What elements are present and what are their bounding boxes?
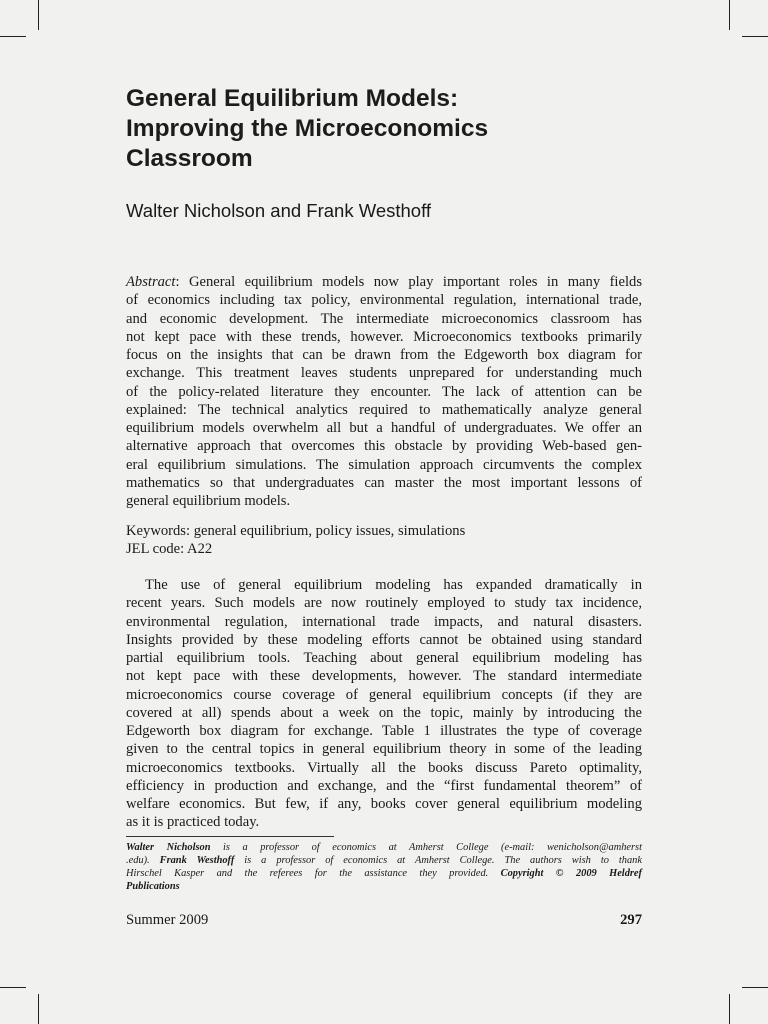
abstract-line: of economics including tax policy, environmental regulation, international trade, xyxy=(126,292,642,309)
abstract-line: of the policy-related literature they encounter. The lack of attention can be xyxy=(126,383,642,400)
footnote xyxy=(126,841,642,893)
body-line: recent years. Such models are now routinely employed to study tax incidence, xyxy=(126,595,642,612)
body-line: The use of general equilibrium modeling has expanded dramatically in xyxy=(145,577,642,593)
crop-mark xyxy=(729,0,730,30)
title-line: Improving the Microeconomics xyxy=(126,115,489,142)
issue-season: Summer 2009 xyxy=(126,912,209,928)
footnote-text: is a professor of economics at Amherst College. The authors wish to thank xyxy=(234,855,642,866)
body-line: partial equilibrium tools. Teaching about general equilibrium modeling has xyxy=(126,650,642,666)
footnote-line xyxy=(126,854,642,867)
body-line: Insights provided by these modeling efforts cannot be obtained using standard xyxy=(126,631,642,648)
footnote-publisher: Publications xyxy=(126,881,180,892)
abstract-line: eral equilibrium simulations. The simulation approach circumvents the complex xyxy=(126,456,642,473)
page-number: 297 xyxy=(620,912,642,928)
abstract-line: focus on the insights that can be drawn from the Edgeworth box diagram for xyxy=(126,347,642,363)
body-paragraph xyxy=(126,576,642,832)
abstract-line: mathematics so that undergraduates can master the most important lessons of xyxy=(126,474,642,491)
abstract-line: and economic development. The intermediate microeconomics classroom has xyxy=(126,310,642,327)
jel-code: JEL code: A22 xyxy=(126,541,213,558)
crop-mark xyxy=(742,987,768,988)
body-line: covered at all) spends about a week on the topic, mainly by introducing the xyxy=(126,704,642,721)
abstract-line: not kept pace with these trends, however. Microeconomics textbooks primarily xyxy=(126,328,642,345)
body-line: welfare economics. But few, if any, books cover general equilibrium modeling xyxy=(126,796,642,812)
abstract-line xyxy=(126,273,642,291)
body-line: efficiency in production and exchange, and the “first fundamental theorem” of xyxy=(126,777,642,794)
abstract-line: exchange. This treatment leaves students unprepared for understanding much xyxy=(126,365,642,382)
body-line: given to the central topics in general equilibrium theory in some of the leading xyxy=(126,741,642,758)
abstract-line: explained: The technical analytics required to mathematically analyze general xyxy=(126,401,642,418)
body-line: as it is practiced today. xyxy=(126,814,260,831)
footnote-line xyxy=(126,867,642,880)
keywords: Keywords: general equilibrium, policy issues, simulations xyxy=(126,523,466,539)
abstract-label: Abstract xyxy=(126,274,176,290)
abstract-line: general equilibrium models. xyxy=(126,493,291,509)
footnote-copyright: Copyright © 2009 Heldref xyxy=(500,868,643,879)
footnote-rule xyxy=(126,836,334,837)
footnote-author-name: Frank Westhoff xyxy=(159,855,235,866)
abstract-text: : General equilibrium models now play important roles in many fields xyxy=(175,274,642,290)
body-line: microeconomics textbooks. Virtually all the books discuss Pareto optimality, xyxy=(126,759,642,776)
authors: Walter Nicholson and Frank Westhoff xyxy=(126,200,432,221)
body-line: microeconomics course coverage of general equilibrium concepts (if they are xyxy=(126,686,642,703)
crop-mark xyxy=(742,36,768,37)
title-line: General Equilibrium Models: xyxy=(126,85,459,112)
abstract-line: equilibrium models overwhelm all but a handful of undergraduates. We offer an xyxy=(126,420,642,436)
crop-mark xyxy=(0,987,26,988)
footnote-text: .edu). xyxy=(126,855,160,866)
footnote-line xyxy=(126,841,642,854)
title-line: Classroom xyxy=(126,145,253,172)
crop-mark xyxy=(729,994,730,1024)
keywords-block xyxy=(126,522,642,559)
paper-title xyxy=(126,84,646,174)
footnote-text: Hirschel Kasper and the referees for the assistance they provided. xyxy=(126,868,501,879)
abstract xyxy=(126,273,642,510)
body-line: not kept pace with these developments, however. The standard intermediate xyxy=(126,668,642,685)
body-line: environmental regulation, international trade impacts, and natural disasters. xyxy=(126,613,642,630)
crop-mark xyxy=(38,994,39,1024)
footnote-author-name: Walter Nicholson xyxy=(126,842,211,853)
footnote-text: is a professor of economics at Amherst College (e-mail: wenicholson@amherst xyxy=(210,842,642,853)
body-line: Edgeworth box diagram for exchange. Table 1 illustrates the type of coverage xyxy=(126,723,642,739)
crop-mark xyxy=(0,36,26,37)
crop-mark xyxy=(38,0,39,30)
abstract-line: alternative approach that overcomes this obstacle by providing Web-based gen- xyxy=(126,438,642,455)
